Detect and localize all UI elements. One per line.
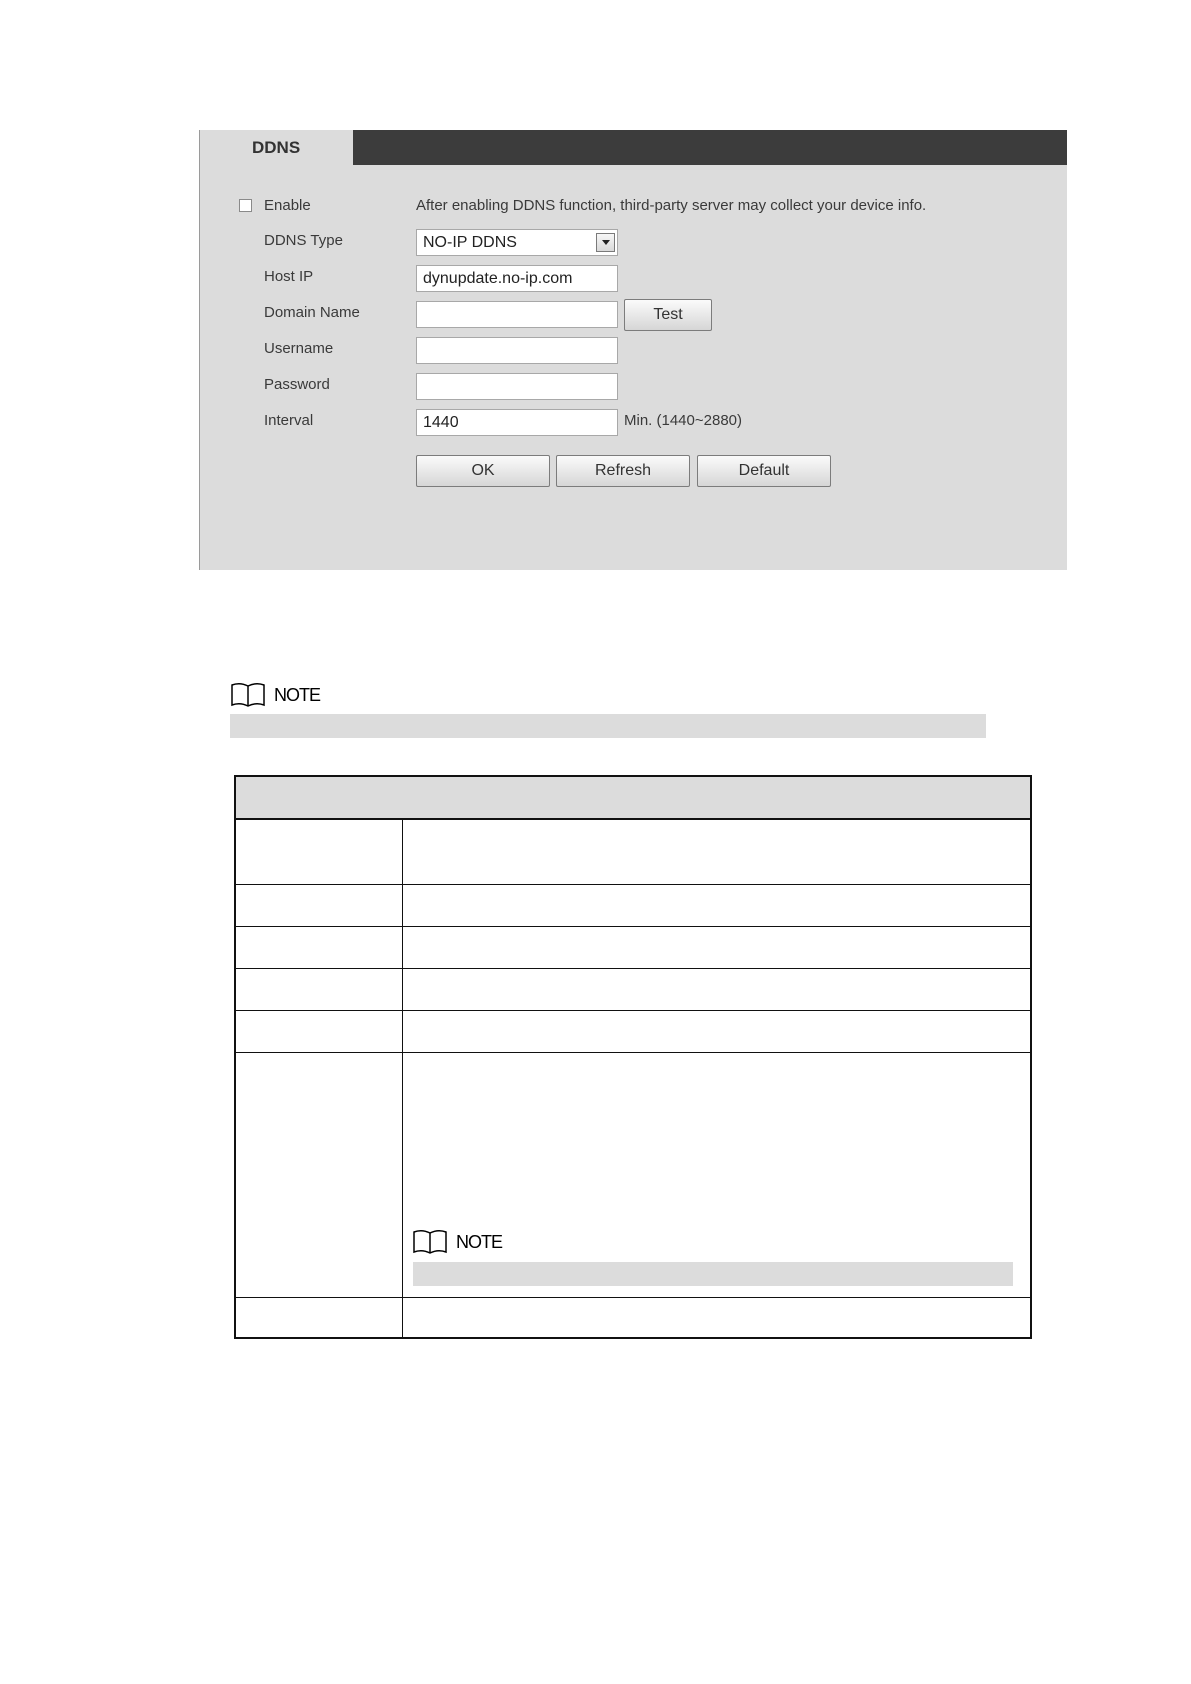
table-row (236, 820, 1030, 885)
table-row (236, 1298, 1030, 1337)
table-row (236, 885, 1030, 927)
ddns-panel (199, 130, 1067, 570)
host-ip-label: Host IP (264, 268, 314, 285)
tab-bar (200, 130, 1067, 165)
test-button[interactable]: Test (624, 299, 712, 331)
note-label: NOTE (274, 684, 321, 705)
table-row (236, 969, 1030, 1011)
ok-button[interactable]: OK (416, 455, 550, 487)
note-label: NOTE (456, 1231, 503, 1252)
ddns-type-select[interactable] (416, 229, 618, 256)
book-icon (230, 682, 266, 708)
table-row (236, 1053, 1030, 1298)
username-input[interactable] (416, 337, 618, 364)
domain-name-input[interactable] (416, 301, 618, 328)
domain-name-label: Domain Name (264, 304, 360, 321)
ddns-type-value: NO-IP DDNS (423, 234, 517, 251)
enable-hint-text: After enabling DDNS function, third-party server may collect your device info. (416, 197, 927, 214)
note-content-bar (413, 1262, 1013, 1286)
table-row (236, 927, 1030, 969)
password-input[interactable] (416, 373, 618, 400)
default-button[interactable]: Default (697, 455, 831, 487)
top-note (230, 682, 320, 708)
ddns-type-label: DDNS Type (264, 232, 343, 249)
password-label: Password (264, 376, 330, 393)
table-row (236, 1011, 1030, 1053)
table-note (412, 1229, 502, 1255)
interval-input[interactable]: 1440 (416, 409, 618, 436)
note-content-bar (230, 714, 986, 738)
refresh-button[interactable]: Refresh (556, 455, 690, 487)
username-label: Username (264, 340, 334, 357)
interval-unit: Min. (1440~2880) (624, 412, 742, 429)
enable-checkbox[interactable] (239, 199, 252, 212)
enable-label: Enable (264, 197, 311, 214)
table-header-row (236, 777, 1030, 820)
chevron-down-icon[interactable] (596, 233, 615, 252)
interval-label: Interval (264, 412, 314, 429)
parameter-table (234, 775, 1032, 1339)
host-ip-input[interactable]: dynupdate.no-ip.com (416, 265, 618, 292)
tab-ddns[interactable]: DDNS (200, 130, 353, 165)
book-icon (412, 1229, 448, 1255)
